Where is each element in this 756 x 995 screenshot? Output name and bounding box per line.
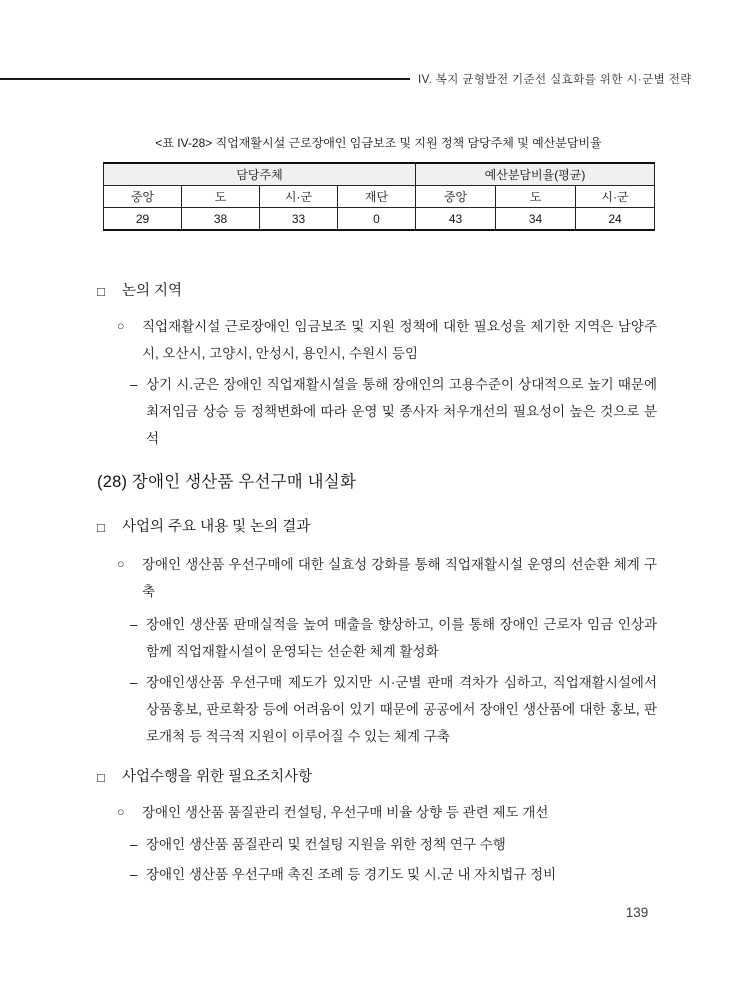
table-cell: 29 xyxy=(104,208,182,231)
section-heading-label: 논의 지역 xyxy=(122,283,183,299)
table-group-header: 예산분담비율(평균) xyxy=(416,163,655,186)
square-bullet-icon: □ xyxy=(97,770,105,785)
table-cell: 34 xyxy=(496,208,576,231)
list-item xyxy=(130,669,657,750)
section-heading-actions xyxy=(97,764,657,791)
section-heading-main xyxy=(97,514,657,541)
list-item-text: 장애인 생산품 우선구매 촉진 조례 등 경기도 및 시.군 내 자치법규 정비 xyxy=(146,867,557,882)
section-heading-discussion xyxy=(97,278,657,305)
list-item xyxy=(130,611,657,665)
table-column-header: 중앙 xyxy=(416,186,496,208)
table-column-header: 시·군 xyxy=(576,186,655,208)
table-group-header-row xyxy=(104,163,655,186)
dash-bullet-icon: – xyxy=(130,617,138,632)
list-item-text: 장애인 생산품 품질관리 및 컨설팅 지원을 위한 정책 연구 수행 xyxy=(146,837,506,852)
list-item-text: 장애인 생산품 우선구매에 대한 실효성 강화를 통해 직업재활시설 운영의 선순환 체계 구축 xyxy=(142,557,657,599)
table-caption: <표 IV-28> 직업재활시설 근로장애인 임금보조 및 지원 정책 담당주체 및 예산분담비율 xyxy=(155,136,602,150)
square-bullet-icon: □ xyxy=(97,284,105,299)
list-item xyxy=(117,313,657,367)
table-column-header: 중앙 xyxy=(104,186,182,208)
list-item xyxy=(117,551,657,605)
running-header xyxy=(0,71,716,87)
budget-share-table xyxy=(103,162,655,231)
list-item xyxy=(130,831,657,858)
table-cell: 0 xyxy=(338,208,416,231)
section-heading-label: 사업의 주요 내용 및 논의 결과 xyxy=(122,519,311,535)
table-data-row xyxy=(104,208,655,231)
table-column-header: 재단 xyxy=(338,186,416,208)
list-item-text: 직업재활시설 근로장애인 임금보조 및 지원 정책에 대한 필요성을 제기한 지역은 남양주시, 오산시, 고양시, 안성시, 용인시, 수원시 등임 xyxy=(142,319,657,361)
table-cell: 33 xyxy=(260,208,338,231)
circle-bullet-icon: ○ xyxy=(117,805,125,819)
header-rule xyxy=(0,78,410,80)
dash-bullet-icon: – xyxy=(130,377,138,392)
table-column-header: 도 xyxy=(182,186,260,208)
list-item xyxy=(130,371,657,452)
page-content xyxy=(97,134,657,888)
table-column-header: 도 xyxy=(496,186,576,208)
list-item-text: 상기 시.군은 장애인 직업재활시설을 통해 장애인의 고용수준이 상대적으로 높기 때문에 최저임금 상승 등 정책변화에 따라 운영 및 종사자 처우개선의 필요성이 높은 것으로 분석 xyxy=(146,377,657,446)
list-item-text: 장애인 생산품 판매실적을 높여 매출을 향상하고, 이를 통해 장애인 근로자 임금 인상과 함께 직업재활시설이 운영되는 선순환 체계 활성화 xyxy=(146,617,657,659)
list-item-text: 장애인 생산품 품질관리 컨설팅, 우선구매 비율 상향 등 관련 제도 개선 xyxy=(142,805,549,820)
list-item xyxy=(130,861,657,888)
table-column-header: 시·군 xyxy=(260,186,338,208)
page-number: 139 xyxy=(625,905,649,920)
dash-bullet-icon: – xyxy=(130,837,138,852)
section-heading-label: 사업수행을 위한 필요조치사항 xyxy=(122,769,313,785)
square-bullet-icon: □ xyxy=(97,520,105,535)
numbered-section-title: (28) 장애인 생산품 우선구매 내실화 xyxy=(97,473,357,491)
table-column-header-row xyxy=(104,186,655,208)
circle-bullet-icon: ○ xyxy=(117,557,125,571)
list-item-text: 장애인생산품 우선구매 제도가 있지만 시·군별 판매 격차가 심하고, 직업재활시설에서 상품홍보, 판로확장 등에 어려움이 있기 때문에 공공에서 장애인 생산품에 대한 홍보, 판로개척 등 적극적 지원이 이루어질 수 있는 체계 구축 xyxy=(146,675,657,744)
table-cell: 24 xyxy=(576,208,655,231)
table-cell: 38 xyxy=(182,208,260,231)
running-header-title: IV. 복지 균형발전 기준선 실효화를 위한 시·군별 전략 xyxy=(418,74,692,86)
dash-bullet-icon: – xyxy=(130,867,138,882)
table-cell: 43 xyxy=(416,208,496,231)
table-group-header: 담당주체 xyxy=(104,163,416,186)
list-item xyxy=(117,799,657,826)
dash-bullet-icon: – xyxy=(130,675,138,690)
circle-bullet-icon: ○ xyxy=(117,319,125,333)
